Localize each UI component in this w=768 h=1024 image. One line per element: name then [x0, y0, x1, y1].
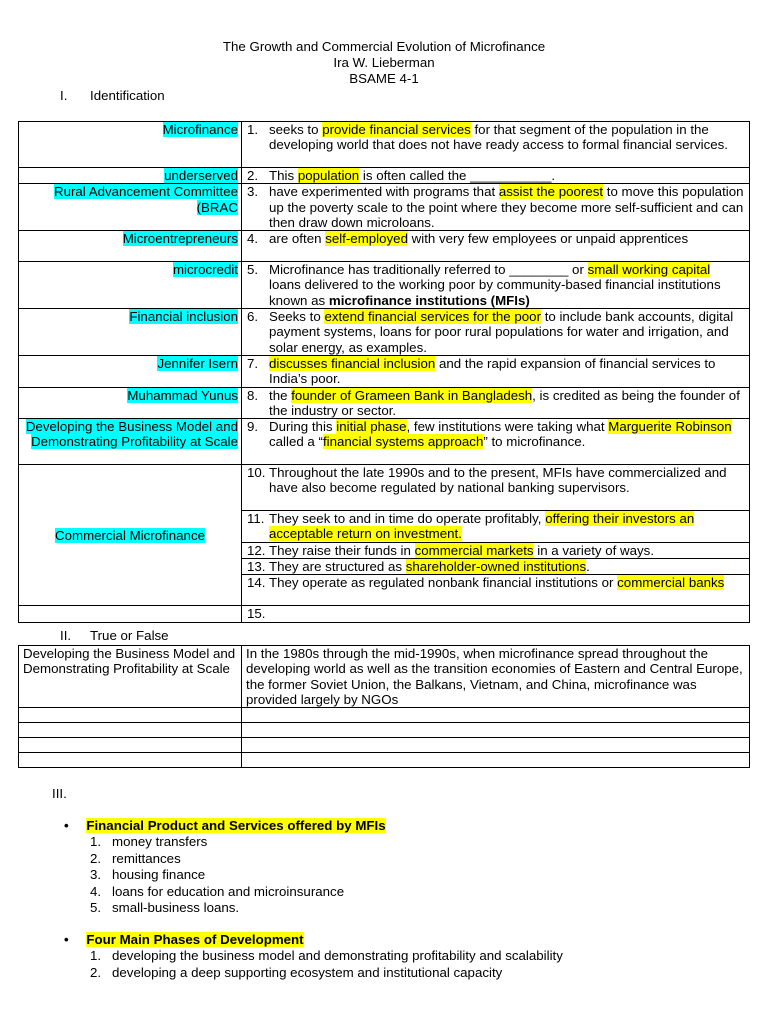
list-item: 5. small-business loans. — [90, 900, 240, 915]
item-number: 13. — [247, 559, 266, 575]
true-false-table — [18, 645, 750, 768]
tf-statement: In the 1980s through the mid-1990s, when microfinance spread throughout the developing world as well as the transition economies of Eastern and Central Europe, the former Soviet Union, the Balkans, Vietnam, and China, microfinance was provided largely by NGOs — [242, 646, 750, 708]
part1-heading: Identification — [90, 88, 165, 103]
answer-term: Rural Advancement Committee (BRAC — [53, 184, 238, 215]
question-text: They are structured as shareholder-owned institutions. — [269, 559, 590, 575]
bullet-icon: • — [64, 818, 69, 833]
item-number: 14. — [247, 575, 266, 591]
question-text: are often self-employed with very few employees or unpaid apprentices — [269, 231, 689, 247]
answer-term: Microfinance — [162, 122, 238, 137]
answer-term: underserved — [164, 168, 238, 183]
item-number: 3. — [247, 184, 259, 200]
table-row — [19, 708, 750, 723]
question-text: Microfinance has traditionally referred to ________ or small working capital loans delivered to the working poor by community-based financial institutions known as microfinance institutions (MFIs) — [269, 262, 721, 308]
answer-term: microcredit — [172, 262, 238, 278]
identification-table — [18, 121, 750, 623]
item-number: 8. — [247, 387, 259, 403]
question-text: They raise their funds in commercial markets in a variety of ways. — [269, 542, 655, 558]
list-item: 1. developing the business model and demonstrating profitability and scalability — [90, 948, 563, 963]
item-number: 5. — [247, 262, 259, 278]
list-item: 2. developing a deep supporting ecosystem and institutional capacity — [90, 964, 503, 980]
table-row — [19, 387, 750, 419]
question-text: Seeks to extend financial services for the poor to include bank accounts, digital payment systems, loans for poor rural populations for water and irrigation, and solar energy, as examples. — [269, 309, 734, 355]
question-text: During this initial phase, few institutions were taking what Marguerite Robinson called a “financial systems approach” to microfinance. — [269, 419, 732, 450]
item-number: 11. — [247, 511, 265, 527]
answer-term: Commercial Microfinance — [55, 527, 205, 543]
table-row — [19, 309, 750, 356]
doc-author: Ira W. Lieberman — [333, 55, 435, 70]
item-number: 15. — [247, 606, 266, 622]
table-row — [19, 646, 750, 708]
item-number: 2. — [247, 168, 259, 183]
list-item: 4. loans for education and microinsurance — [90, 883, 345, 899]
bullet-icon: • — [64, 932, 69, 947]
item-number: 6. — [247, 309, 259, 325]
question-text: have experimented with programs that assist the poorest to move this population up the poverty scale to the point where they become more self-sufficient and can then draw down microloans. — [269, 184, 744, 230]
answer-term: Financial inclusion — [129, 309, 238, 325]
part3-numeral: III. — [52, 786, 67, 801]
table-row — [19, 723, 750, 738]
table-row — [19, 606, 750, 622]
item-number: 9. — [247, 419, 259, 435]
question-text: They seek to and in time do operate profitably, offering their investors an acceptable return on investment. — [269, 511, 695, 542]
list-item: 1. money transfers — [90, 834, 208, 849]
doc-title: The Growth and Commercial Evolution of Microfinance — [222, 39, 546, 54]
table-row — [19, 262, 750, 309]
question-text: Throughout the late 1990s and to the present, MFIs have commercialized and have also become regulated by national banking supervisors. — [269, 465, 727, 496]
table-row — [19, 231, 750, 262]
question-text: They operate as regulated nonbank financial institutions or commercial banks — [269, 575, 725, 591]
table-row — [19, 465, 750, 511]
products-list — [90, 834, 344, 917]
part1-numeral: I. — [60, 88, 68, 103]
part2-heading: True or False — [90, 628, 169, 643]
item-number: 10. — [247, 465, 266, 481]
table-row — [19, 753, 750, 768]
list-item: 3. housing finance — [90, 867, 206, 882]
table-row — [19, 355, 750, 387]
table-row — [19, 184, 750, 231]
question-text: the founder of Grameen Bank in Bangladesh, is credited as being the founder of the industry or sector. — [269, 387, 740, 418]
question-text: This population is often called the ___________. — [269, 168, 556, 183]
answer-term: Muhammad Yunus — [127, 387, 238, 403]
phases-list — [90, 948, 563, 981]
table-row — [19, 738, 750, 753]
question-text: seeks to provide financial services for that segment of the population in the developing world that does not have ready access to formal financial services. — [269, 122, 728, 153]
answer-term: Microentrepreneurs — [122, 231, 238, 247]
item-number: 7. — [247, 355, 259, 371]
doc-section: BSAME 4-1 — [349, 71, 419, 86]
list1-heading: • Financial Product and Services offered by MFIs — [64, 818, 386, 833]
item-number: 4. — [247, 231, 259, 247]
part2-numeral: II. — [60, 628, 72, 643]
item-number: 12. — [247, 542, 266, 558]
item-number: 1. — [247, 122, 259, 137]
answer-term: Jennifer Isern — [157, 355, 238, 371]
list-item: 2. remittances — [90, 850, 181, 866]
table-row — [19, 122, 750, 168]
tf-answer: Developing the Business Model and Demonstrating Profitability at Scale — [19, 646, 242, 708]
question-text: discusses financial inclusion and the rapid expansion of financial services to India’s poor. — [269, 355, 716, 387]
answer-term: Developing the Business Model and Demonstrating Profitability at Scale — [25, 419, 238, 450]
table-row — [19, 419, 750, 465]
list2-heading: • Four Main Phases of Development — [64, 932, 304, 947]
table-row — [19, 168, 750, 184]
